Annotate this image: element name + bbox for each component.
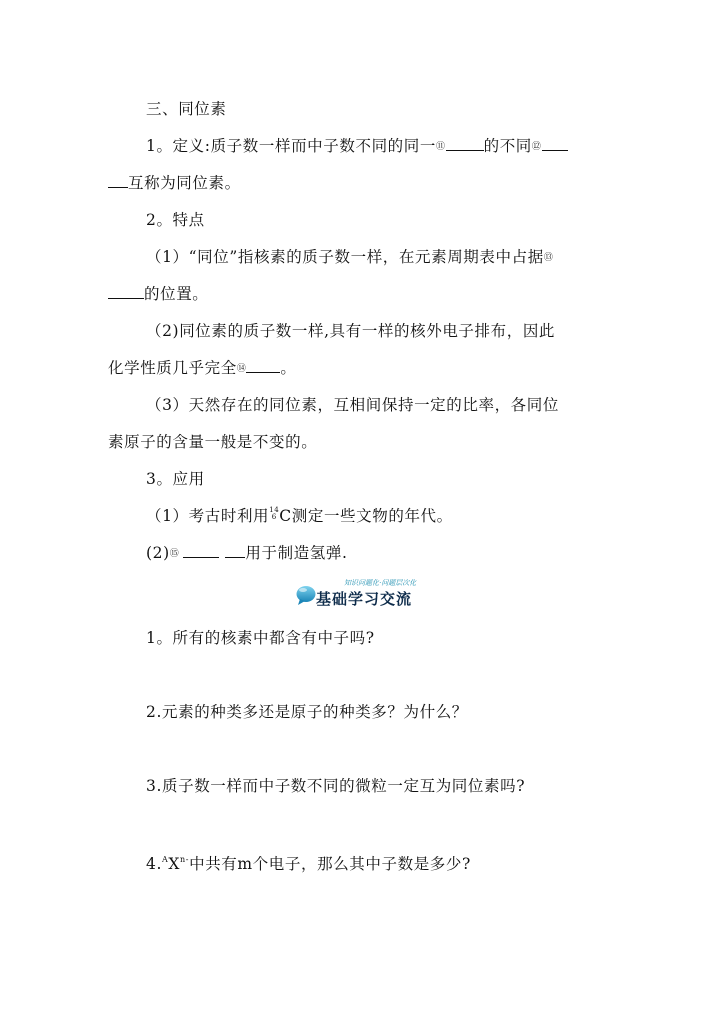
question-2: 2.元素的种类多还是原子的种类多？为什么？	[146, 703, 468, 721]
feature-2-prefix: 化学性质几乎完全	[108, 359, 237, 377]
definition-prefix: 1。定义:质子数一样而中子数不同的同一	[146, 137, 436, 155]
fill-blank-13[interactable]	[108, 284, 144, 299]
feature-2-line-2	[108, 357, 297, 380]
nuclide-notation	[269, 507, 279, 521]
application-2-suffix: 用于制造氢弹.	[245, 544, 348, 562]
mass-number: 14	[269, 506, 280, 514]
application-2-prefix: (2)	[146, 544, 170, 562]
mass-number-a: A	[162, 855, 169, 864]
question-4	[146, 849, 471, 875]
fill-blank-12[interactable]	[542, 136, 568, 151]
blank-marker-15: ⑮	[169, 549, 180, 559]
banner-tagline: 知识问题化·问题层次化	[344, 579, 417, 587]
definition-line-2	[108, 172, 241, 194]
definition-mid: 的不同	[483, 137, 532, 155]
application-1-prefix: （1）考古时利用	[146, 507, 270, 525]
section-title: 三、同位素	[146, 100, 227, 118]
definition-line-1	[146, 135, 568, 158]
blank-marker-14: ⑭	[236, 364, 247, 374]
feature-1-suffix: 的位置。	[144, 285, 209, 303]
fill-blank-12-cont[interactable]	[108, 173, 128, 188]
feature-3-line-2: 素原子的含量一般是不变的。	[108, 433, 318, 451]
banner-title: 基础学习交流	[316, 590, 413, 608]
feature-1-line-1	[146, 246, 553, 269]
atomic-number: 6	[271, 513, 277, 521]
blank-marker-12: ⑫	[531, 142, 542, 152]
speech-bubble-icon	[296, 584, 316, 606]
fill-blank-14[interactable]	[246, 358, 280, 373]
definition-suffix: 互称为同位素。	[128, 174, 241, 192]
application-1-suffix: 测定一些文物的年代。	[291, 507, 453, 525]
application-1	[146, 505, 453, 527]
section-banner	[296, 578, 428, 612]
feature-3-line-1: （3）天然存在的同位素，互相间保持一定的比率，各同位	[146, 396, 559, 414]
question-4-prefix: 4.	[146, 855, 162, 873]
fill-blank-11[interactable]	[446, 136, 484, 151]
feature-1-line-2	[108, 283, 208, 305]
fill-blank-15a[interactable]	[183, 543, 219, 558]
feature-2-line-1: （2)同位素的质子数一样,具有一样的核外电子排布，因此	[146, 322, 556, 340]
ion-charge: n-	[180, 855, 190, 864]
question-1: 1。所有的核素中都含有中子吗?	[146, 629, 375, 647]
blank-marker-13: ⑬	[543, 253, 554, 263]
feature-2-suffix: 。	[280, 359, 297, 377]
blank-marker-11: ⑪	[436, 142, 446, 152]
application-2	[146, 542, 348, 565]
feature-1-text: （1）“同位”指核素的质子数一样，在元素周期表中占据	[146, 248, 544, 266]
features-heading: 2。特点	[146, 211, 205, 229]
applications-heading: 3。应用	[146, 470, 205, 488]
question-3: 3.质子数一样而中子数不同的微粒一定互为同位素吗?	[146, 777, 526, 795]
element-x: X	[168, 855, 181, 873]
element-symbol: C	[279, 507, 292, 525]
question-4-suffix: 中共有m个电子，那么其中子数是多少?	[189, 855, 471, 873]
fill-blank-15b[interactable]	[225, 543, 245, 558]
